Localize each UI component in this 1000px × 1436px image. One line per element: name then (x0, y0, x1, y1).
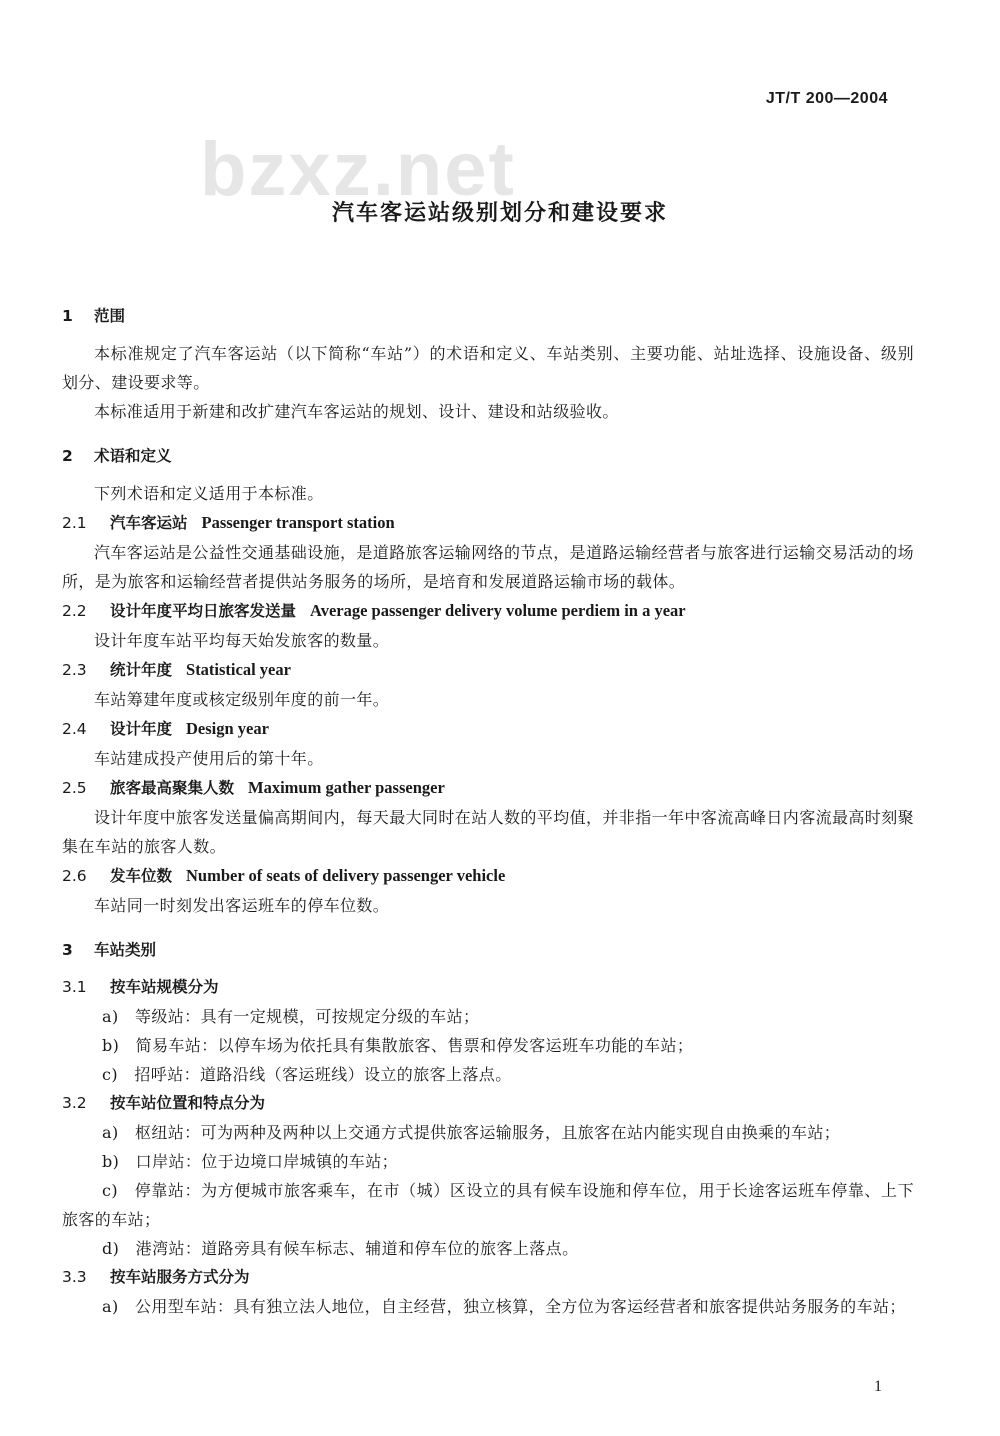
list-item: c) 招呼站：道路沿线（客运班线）设立的旅客上落点。 (102, 1065, 512, 1084)
term-heading: 2.5 旅客最高聚集人数 Maximum gather passenger (62, 778, 445, 797)
page-number: 1 (874, 1378, 882, 1395)
list-item: b) 简易车站：以停车场为依托具有集散旅客、售票和停发客运班车功能的车站； (102, 1036, 694, 1055)
document-body (62, 302, 914, 1321)
subsection-heading: 3.1 按车站规模分为 (62, 978, 219, 996)
term-heading: 2.4 设计年度 Design year (62, 719, 269, 738)
list-item: a) 等级站：具有一定规模，可按规定分级的车站； (102, 1007, 480, 1026)
subsection-heading: 3.2 按车站位置和特点分为 (62, 1094, 266, 1112)
section-heading: 2 术语和定义 (62, 447, 172, 465)
term-definition: 车站同一时刻发出客运班车的停车位数。 (94, 896, 390, 915)
term-definition: 车站建成投产使用后的第十年。 (94, 749, 324, 768)
term-heading: 2.3 统计年度 Statistical year (62, 660, 291, 679)
section-heading: 3 车站类别 (62, 941, 157, 959)
term-heading: 2.1 汽车客运站 Passenger transport station (62, 513, 395, 532)
list-item: c) 停靠站：为方便城市旅客乘车，在市（城）区设立的具有候车设施和停车位，用于长途客运班车停靠、上下旅客的车站； (62, 1181, 914, 1229)
list-item: a) 枢纽站：可为两种及两种以上交通方式提供旅客运输服务，且旅客在站内能实现自由换乘的车站； (102, 1123, 841, 1142)
subsection-heading: 3.3 按车站服务方式分为 (62, 1268, 250, 1286)
paragraph: 下列术语和定义适用于本标准。 (94, 484, 324, 503)
watermark: bzxz.net (200, 127, 516, 212)
section-heading: 1 范围 (62, 307, 126, 325)
term-definition: 设计年度车站平均每天始发旅客的数量。 (94, 631, 390, 650)
paragraph: 本标准规定了汽车客运站（以下简称“车站”）的术语和定义、车站类别、主要功能、站址选择、设施设备、级别划分、建设要求等。 (62, 344, 914, 392)
term-heading: 2.6 发车位数 Number of seats of delivery passenger vehicle (62, 866, 506, 885)
standard-code: JT/T 200—2004 (765, 90, 888, 107)
term-definition: 汽车客运站是公益性交通基础设施，是道路旅客运输网络的节点，是道路运输经营者与旅客进行运输交易活动的场所，是为旅客和运输经营者提供站务服务的场所，是培育和发展道路运输市场的载体。 (62, 543, 915, 591)
term-definition: 设计年度中旅客发送量偏高期间内，每天最大同时在站人数的平均值，并非指一年中客流高峰日内客流最高时刻聚集在车站的旅客人数。 (62, 808, 915, 856)
list-item: b) 口岸站：位于边境口岸城镇的车站； (102, 1152, 399, 1171)
list-item: a) 公用型车站：具有独立法人地位，自主经营，独立核算，全方位为客运经营者和旅客提供站务服务的车站； (102, 1297, 906, 1316)
term-heading: 2.2 设计年度平均日旅客发送量 Average passenger delivery volume perdiem in a year (62, 601, 686, 620)
term-definition: 车站筹建年度或核定级别年度的前一年。 (94, 690, 390, 709)
paragraph: 本标准适用于新建和改扩建汽车客运站的规划、设计、建设和站级验收。 (94, 402, 619, 421)
document-title: 汽车客运站级别划分和建设要求 (331, 201, 668, 226)
list-item: d) 港湾站：道路旁具有候车标志、辅道和停车位的旅客上落点。 (102, 1239, 579, 1258)
